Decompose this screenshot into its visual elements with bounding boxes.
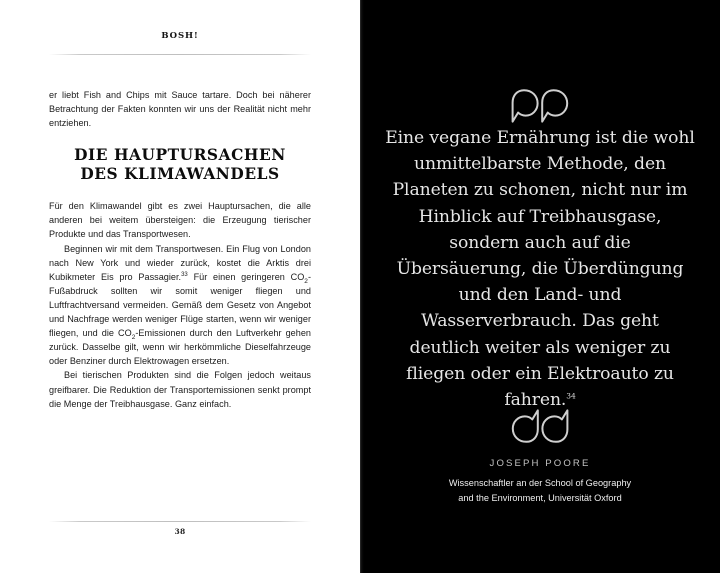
paragraph-transport-part-1: Beginnen wir mit dem Transportwesen. Ein Flug von London nach New York und wieder zurück, kostet die Arktis drei Kubikmeter Eis pro Passagier.: [49, 243, 311, 282]
pull-quote-block: [360, 0, 720, 573]
paragraph-transport-part-4: -Emissionen durch den Luftverkehr gehen zurück. Dasselbe gilt, wenn wir herkömmliche Dieselfahrzeuge oder Benziner durch Elektrowagen ersetzen.: [49, 328, 311, 367]
body-textblock: [49, 88, 311, 411]
paragraph-intro: er liebt Fish and Chips mit Sauce tartare. Doch bei näherer Betrachtung der Fakten konnten wir uns der Realität nicht mehr entziehen.: [49, 90, 311, 129]
paragraph-transport-part-3: -Fußabdruck sollten wir somit weniger fliegen und Luftfrachtversand vermeiden. Gemäß dem Gesetz von Angebot und Nachfrage werden weniger Flüge starten, wenn wir weniger fliegen, und die CO: [49, 271, 311, 339]
paragraph-causes: Für den Klimawandel gibt es zwei Hauptursachen, die alle anderen bei weitem übersteigen: die Erzeugung tierischer Produkte und das Transportwesen.: [49, 201, 311, 240]
co2-subscript-2: 2: [131, 333, 136, 341]
attribution-role-line-1: Wissenschaftler an der School of Geography: [448, 478, 632, 488]
quote-attribution: [390, 458, 690, 505]
right-page: [360, 0, 720, 573]
pull-quote-body: Eine vegane Ernährung ist die wohl unmittelbarste Methode, den Planeten zu schonen, nicht nur im Hinblick auf Treibhausgase, sondern auch auf die Übersäuerung, die Überdüngung und den Land- und Wasserverbrauch. Das geht deutlich weiter als weniger zu fliegen oder ein Elektroauto zu fahren.: [385, 128, 695, 411]
paragraph-animal-products: Bei tierischen Produkten sind die Folgen jedoch weitaus greifbarer. Die Reduktion der Transportemissionen senkt prompt die Menge der Treibhausgase. Ganz einfach.: [49, 370, 311, 409]
footnote-marker-34: 34: [566, 391, 576, 401]
running-head: BOSH!: [161, 31, 199, 41]
chapter-heading: [49, 146, 311, 184]
footer-divider-rule: [49, 521, 311, 522]
closing-quote-icon: [360, 88, 720, 124]
opening-quote-icon: [360, 408, 720, 444]
attribution-role: [390, 476, 690, 505]
page-number: 38: [174, 527, 186, 536]
footnote-marker-33: 33: [181, 271, 188, 278]
paragraph-transport-part-2: Für einen geringeren CO: [187, 271, 305, 282]
chapter-heading-line-2: [75, 165, 284, 184]
chapter-heading-line-1-text: DIE HAUPTURSACHEN: [74, 146, 286, 165]
chapter-heading-line-1: [69, 146, 291, 165]
chapter-heading-line-2-text: DES KLIMAWANDELS: [80, 165, 280, 184]
paragraph-transport: [49, 242, 311, 369]
attribution-role-line-2: and the Environment, Universität Oxford: [458, 492, 622, 503]
co2-subscript-1: 2: [304, 277, 308, 285]
pull-quote-text: [384, 125, 696, 413]
attribution-name: JOSEPH POORE: [489, 458, 591, 469]
header-divider-rule: [49, 54, 311, 55]
